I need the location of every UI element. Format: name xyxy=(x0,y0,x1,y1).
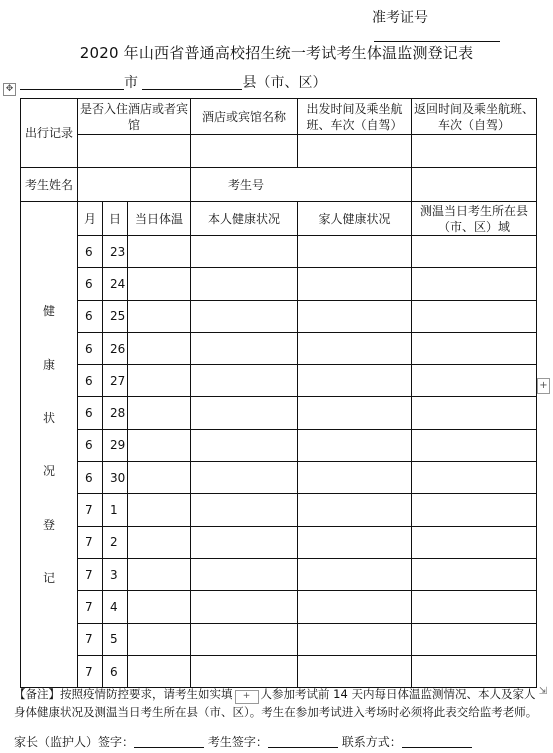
health-section-char: 状 xyxy=(42,410,55,425)
temperature-cell[interactable] xyxy=(128,494,191,526)
day-cell: 2 xyxy=(103,526,128,558)
location-cell[interactable] xyxy=(412,300,537,332)
contact-label: 联系方式： xyxy=(341,735,402,749)
month-cell: 6 xyxy=(78,462,103,494)
family-health-cell[interactable] xyxy=(298,236,412,268)
month-cell: 7 xyxy=(78,494,103,526)
return-cell[interactable] xyxy=(412,135,537,168)
county-blank[interactable] xyxy=(142,75,242,90)
month-cell: 7 xyxy=(78,526,103,558)
student-number-cell[interactable] xyxy=(412,168,537,202)
exam-number-label: 准考证号 xyxy=(372,10,428,26)
location-cell[interactable] xyxy=(412,268,537,300)
page-title: 2020 年山西省普通高校招生统一考试考生体温监测登记表 xyxy=(79,44,474,62)
remarks xyxy=(14,686,538,720)
signature-line xyxy=(14,733,472,750)
location-cell[interactable] xyxy=(412,558,537,590)
daily-record-row xyxy=(21,558,537,590)
day-cell: 26 xyxy=(103,332,128,364)
temperature-cell[interactable] xyxy=(128,236,191,268)
day-cell: 3 xyxy=(103,558,128,590)
city-label: 市 xyxy=(124,75,138,91)
month-cell: 6 xyxy=(78,332,103,364)
location-header: 测温当日考生所在县（市、区）域 xyxy=(412,202,537,236)
self-health-cell[interactable] xyxy=(191,462,298,494)
family-health-cell[interactable] xyxy=(298,429,412,461)
family-health-cell[interactable] xyxy=(298,655,412,687)
family-health-cell[interactable] xyxy=(298,494,412,526)
temperature-cell[interactable] xyxy=(128,591,191,623)
family-health-cell[interactable] xyxy=(298,462,412,494)
health-header-row xyxy=(21,202,537,236)
hotel-stay-header: 是否入住酒店或者宾馆 xyxy=(78,99,191,135)
self-health-cell[interactable] xyxy=(191,591,298,623)
temperature-cell[interactable] xyxy=(128,429,191,461)
month-header: 月 xyxy=(78,202,103,236)
temperature-cell[interactable] xyxy=(128,397,191,429)
travel-header-row xyxy=(21,99,537,135)
city-blank[interactable] xyxy=(20,75,124,90)
daily-record-row xyxy=(21,236,537,268)
day-cell: 6 xyxy=(103,655,128,687)
family-health-cell[interactable] xyxy=(298,397,412,429)
student-name-cell[interactable] xyxy=(78,168,191,202)
daily-record-row xyxy=(21,494,537,526)
health-section-char: 登 xyxy=(42,517,55,532)
temperature-cell[interactable] xyxy=(128,300,191,332)
self-health-cell[interactable] xyxy=(191,365,298,397)
self-health-cell[interactable] xyxy=(191,655,298,687)
self-health-cell[interactable] xyxy=(191,494,298,526)
self-health-cell[interactable] xyxy=(191,236,298,268)
temperature-cell[interactable] xyxy=(128,558,191,590)
month-cell: 7 xyxy=(78,558,103,590)
location-cell[interactable] xyxy=(412,236,537,268)
day-cell: 5 xyxy=(103,623,128,655)
location-cell[interactable] xyxy=(412,429,537,461)
self-health-cell[interactable] xyxy=(191,397,298,429)
self-health-cell[interactable] xyxy=(191,332,298,364)
registration-table xyxy=(20,98,537,688)
temperature-cell[interactable] xyxy=(128,462,191,494)
departure-cell[interactable] xyxy=(298,135,412,168)
location-cell[interactable] xyxy=(412,623,537,655)
temperature-cell[interactable] xyxy=(128,655,191,687)
add-icon[interactable]: + xyxy=(537,378,550,394)
self-health-cell[interactable] xyxy=(191,623,298,655)
location-cell[interactable] xyxy=(412,591,537,623)
daily-record-row xyxy=(21,300,537,332)
daily-record-row xyxy=(21,365,537,397)
location-cell[interactable] xyxy=(412,526,537,558)
self-health-cell[interactable] xyxy=(191,268,298,300)
day-cell: 23 xyxy=(103,236,128,268)
travel-input-row xyxy=(21,135,537,168)
hotel-name-cell[interactable] xyxy=(191,135,298,168)
family-health-cell[interactable] xyxy=(298,365,412,397)
day-cell: 1 xyxy=(103,494,128,526)
student-info-row xyxy=(21,168,537,202)
self-health-cell[interactable] xyxy=(191,526,298,558)
remarks-text-part1: 【备注】按照疫情防控要求，请考生如实填 xyxy=(14,687,233,701)
health-section-char: 康 xyxy=(42,357,55,372)
day-cell: 24 xyxy=(103,268,128,300)
day-cell: 27 xyxy=(103,365,128,397)
temperature-cell[interactable] xyxy=(128,526,191,558)
daily-record-row xyxy=(21,655,537,687)
month-cell: 7 xyxy=(78,623,103,655)
location-cell[interactable] xyxy=(412,365,537,397)
return-header: 返回时间及乘坐航班、车次（自驾） xyxy=(412,99,537,135)
month-cell: 6 xyxy=(78,429,103,461)
family-health-cell[interactable] xyxy=(298,623,412,655)
daily-record-row xyxy=(21,397,537,429)
hotel-name-header: 酒店或宾馆名称 xyxy=(191,99,298,135)
day-cell: 28 xyxy=(103,397,128,429)
student-signature-blank[interactable] xyxy=(268,735,338,748)
health-section-label xyxy=(21,202,78,688)
resize-icon[interactable]: ⇲ xyxy=(538,686,548,697)
month-cell: 7 xyxy=(78,591,103,623)
daily-record-row xyxy=(21,268,537,300)
daily-record-row xyxy=(21,429,537,461)
self-health-cell[interactable] xyxy=(191,300,298,332)
location-cell[interactable] xyxy=(412,494,537,526)
daily-record-row xyxy=(21,526,537,558)
family-health-cell[interactable] xyxy=(298,332,412,364)
location-cell[interactable] xyxy=(412,332,537,364)
day-cell: 29 xyxy=(103,429,128,461)
day-cell: 4 xyxy=(103,591,128,623)
exam-number-blank[interactable] xyxy=(374,27,500,42)
remarks-text-part2: 人参加考试前 14 天内每日体温监测情况、本人及家人身体健康状况及测温当日考生所在县（市、区）。考生在参加考试进入考场时必须将此表交给监考老师。 xyxy=(14,687,538,719)
parent-signature-label: 家长（监护人）签字： xyxy=(14,735,135,749)
family-health-cell[interactable] xyxy=(298,558,412,590)
family-health-cell[interactable] xyxy=(298,300,412,332)
student-number-label: 考生号 xyxy=(191,168,412,202)
daily-record-row xyxy=(21,332,537,364)
month-cell: 7 xyxy=(78,655,103,687)
travel-row-label: 出行记录 xyxy=(21,99,78,168)
temperature-cell[interactable] xyxy=(128,365,191,397)
daily-record-row xyxy=(21,591,537,623)
temperature-cell[interactable] xyxy=(128,268,191,300)
hotel-stay-cell[interactable] xyxy=(78,135,191,168)
county-label: 县（市、区） xyxy=(242,75,327,91)
location-cell[interactable] xyxy=(412,655,537,687)
month-cell: 6 xyxy=(78,300,103,332)
family-health-header: 家人健康状况 xyxy=(298,202,412,236)
temperature-header: 当日体温 xyxy=(128,202,191,236)
location-line xyxy=(20,72,326,92)
contact-blank[interactable] xyxy=(402,735,472,748)
temperature-cell[interactable] xyxy=(128,332,191,364)
month-cell: 6 xyxy=(78,397,103,429)
student-signature-label: 考生签字： xyxy=(207,735,268,749)
day-cell: 25 xyxy=(103,300,128,332)
parent-signature-blank[interactable] xyxy=(134,735,204,748)
daily-record-row xyxy=(21,623,537,655)
family-health-cell[interactable] xyxy=(298,526,412,558)
health-section-char: 健 xyxy=(42,304,55,319)
month-cell: 6 xyxy=(78,268,103,300)
day-cell: 30 xyxy=(103,462,128,494)
day-header: 日 xyxy=(103,202,128,236)
self-health-cell[interactable] xyxy=(191,429,298,461)
add-icon[interactable]: + xyxy=(235,690,259,704)
health-section-char: 记 xyxy=(42,570,55,585)
move-handle-icon[interactable]: ✥ xyxy=(3,83,16,96)
health-section-char: 况 xyxy=(42,464,55,479)
self-health-header: 本人健康状况 xyxy=(191,202,298,236)
departure-header: 出发时间及乘坐航班、车次（自驾） xyxy=(298,99,412,135)
exam-number-field xyxy=(372,7,553,43)
self-health-cell[interactable] xyxy=(191,558,298,590)
month-cell: 6 xyxy=(78,365,103,397)
family-health-cell[interactable] xyxy=(298,268,412,300)
month-cell: 6 xyxy=(78,236,103,268)
family-health-cell[interactable] xyxy=(298,591,412,623)
temperature-cell[interactable] xyxy=(128,623,191,655)
location-cell[interactable] xyxy=(412,462,537,494)
student-name-label: 考生姓名 xyxy=(21,168,78,202)
daily-record-row xyxy=(21,462,537,494)
location-cell[interactable] xyxy=(412,397,537,429)
